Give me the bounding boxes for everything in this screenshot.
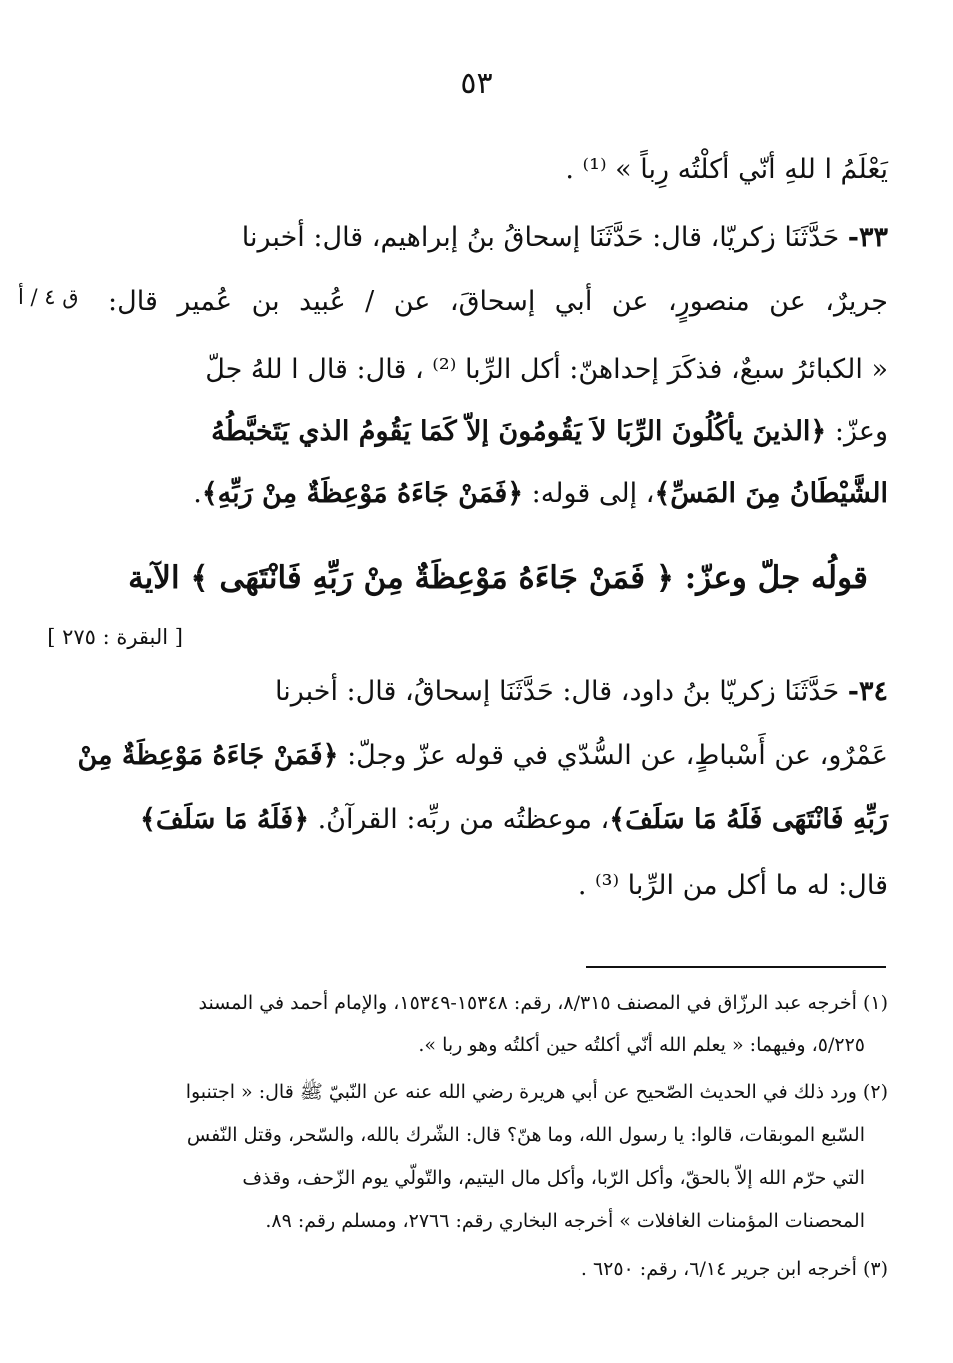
text-segment: حَدَّثَنَا زكريّا، قال: حَدَّثَنَا إسحاقُ بنُ إبراهيم، قال: أخبرنا (241, 222, 840, 253)
text-line (77, 736, 888, 776)
manuscript-folio-note: ق ٤ / أ (18, 285, 79, 309)
footnote-2-line-3: التي حرّم الله إلاّ بالحقّ، وأكل الرّبا، وأكل مال اليتيم، والتّولّي يوم الزّحف، وقذف (242, 1167, 865, 1189)
text-segment: حَدَّثَنَا زكريّا بنُ داود، قال: حَدَّثَنَا إسحاقُ، قال: أخبرنا (274, 676, 840, 707)
text-line (108, 474, 888, 514)
text-segment: ، إلى قوله: (523, 478, 655, 509)
quran-verse: رَبِّهِ فَانْتَهَى فَلَهُ مَا سَلَفَ﴾ (609, 804, 888, 835)
footnote-3-line-1: (٣) أخرجه ابن جرير ٦/١٤، رقم: ٦٢٥٠ . (580, 1258, 888, 1280)
footnote-1-line-1: (١) أخرجه عبد الرزّاق في المصنف ٨/٣١٥، رقم: ١٥٣٤٨-١٥٣٤٩، والإمام أحمد في المسند (198, 992, 888, 1014)
quran-verse: الشَّيْطَانُ مِنَ المَسِّ﴾ (654, 478, 888, 509)
text-segment: ، موعظتُه من ربِّه: القرآنُ. (309, 804, 610, 835)
text-segment: عَمْرٌو، عن أَسْباطٍ، عن السُّدّي في قوله عزّ وجلّ: (338, 740, 888, 771)
quran-verse: ﴿فَمَنْ جَاءَهُ مَوْعِظَةٌ مِنْ (77, 740, 339, 771)
hadith-number: ٣٤- (847, 676, 888, 707)
text-line: يَعْلَمُ ا للهِ أنّي أكلْتُه رِباً » ⁽¹⁾ . (565, 154, 888, 185)
footnote-2-line-4: المحصنات المؤمنات الغافلات » أخرجه البخاري رقم: ٢٧٦٦، ومسلم رقم: ٨٩. (265, 1210, 865, 1232)
quran-verse: ﴿الذينَ يأكُلُونَ الرِّبَا لاَ يَقُومُونَ إلاّ كَمَا يَقُومُ الذي يَتَخبَّطُهُ (211, 416, 827, 447)
quran-verse: ﴿فَمَنْ جَاءَهُ مَوْعِظَةٌ مِنْ رَبِّهِ﴾ (201, 478, 524, 509)
text-segment: . (193, 478, 202, 509)
text-line (108, 800, 888, 840)
text-line: جريرٌ، عن منصورٍ، عن أبي إسحاقَ، عن / عُبيد بن عُمير قال: (108, 286, 888, 317)
page-number: ٥٣ (460, 66, 493, 101)
text-line: قال: له ما أكل من الرِّبا ⁽³⁾ . (577, 870, 888, 901)
text-line: « الكبائرُ سبعٌ، فذكَرَ إحداهنّ: أكل الرِّبا ⁽²⁾ ، قال: قال ا للهُ جلّ (205, 354, 888, 385)
quran-verse: ﴿فَلَهُ مَا سَلَفَ﴾ (140, 804, 310, 835)
verse-reference: [ البقرة : ٢٧٥ ] (47, 625, 183, 649)
hadith-34-line-1 (108, 672, 888, 712)
hadith-33-line-1 (108, 218, 888, 258)
footnote-1-line-2: ٥/٢٢٥، وفيهما: « يعلم الله أنّي أكلتُه حين أكلتُه وهو ربا ». (418, 1034, 865, 1056)
text-line (108, 412, 888, 452)
footnote-2-line-1: (٢) ورد ذلك في الحديث الصّحيح عن أبي هريرة رضي الله عنه عن النّبيّ ﷺ قال: « اجتنبوا (185, 1081, 888, 1103)
footnote-separator (586, 966, 886, 968)
hadith-number: ٣٣- (847, 222, 888, 253)
text-segment: وعزّ: (826, 416, 888, 447)
section-heading: قولُه جلّ وعزّ: ﴿ فَمَنْ جَاءَهُ مَوْعِظَةٌ مِنْ رَبِّهِ فَانْتَهَى ﴾ الآية (128, 560, 868, 596)
footnote-2-line-2: السّبع الموبقات، قالوا: يا رسول الله، وما هنّ؟ قال: الشّرك بالله، والسّحر، وقتل النّفس (186, 1124, 865, 1146)
